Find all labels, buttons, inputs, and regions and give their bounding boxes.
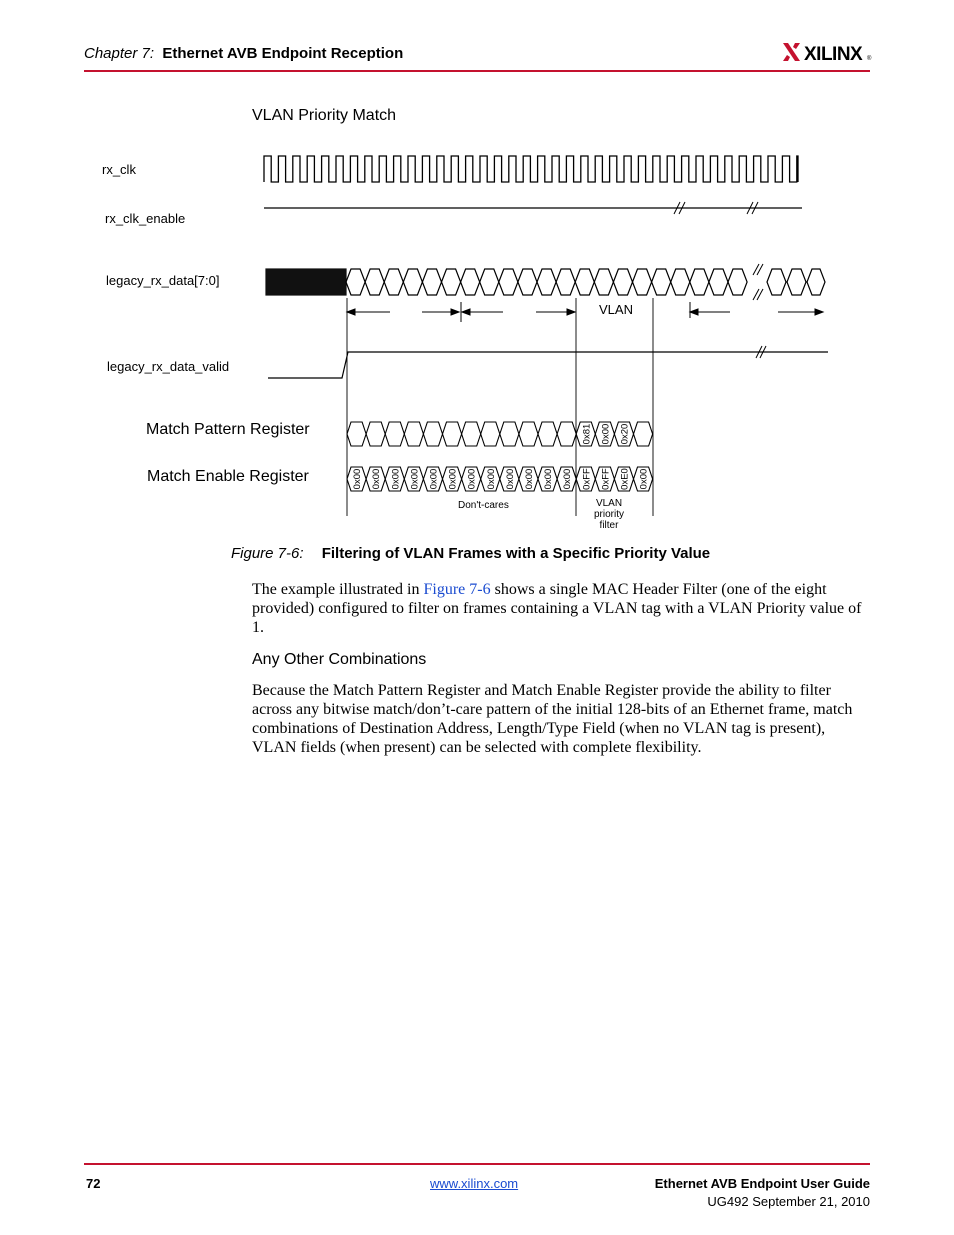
data-cell [422,269,441,295]
legacy-rx-data-waveform [266,264,825,300]
data-cell [728,269,747,295]
break-mark [753,264,763,300]
match-pattern-cell [423,422,442,446]
signal-label-legacy-rx-data: legacy_rx_data[7:0] [106,273,220,288]
chapter-prefix: Chapter 7: [84,45,155,62]
data-cell [461,269,480,295]
data-cell [499,269,518,295]
data-cell [365,269,384,295]
section-body: Because the Match Pattern Register and Match Enable Register provide the ability to filter across any bitwise match/don’t-care pattern of the initial 128-bits of an Ethernet frame, match combinations of Destination Address, Length/Type Field (when no VLAN tag is present), VLAN fields (when present) can be selected with complete flexibility. [252,682,853,756]
data-cell [575,269,594,295]
website-link[interactable]: www.xilinx.com [430,1176,519,1191]
match-pattern-register-label: Match Pattern Register [146,421,310,438]
figure-link[interactable]: Figure 7-6 [423,581,491,598]
match-pattern-cell [347,422,366,446]
match-pattern-value: 0x00 [600,423,612,445]
data-cell [767,269,786,295]
guide-title: Ethernet AVB Endpoint User Guide [654,1176,870,1191]
figure-number: Figure 7-6: [231,545,304,562]
match-pattern-cell [404,422,423,446]
data-cell [787,269,806,295]
field-arrows [347,302,823,322]
section-heading: Any Other Combinations [252,651,427,668]
data-cell [403,269,422,295]
match-enable-value: 0xFF [600,468,612,490]
data-bus-cells [346,269,825,295]
match-enable-value: 0x00 [485,468,497,490]
match-pattern-cell [634,422,653,446]
match-enable-value: 0x00 [371,468,383,490]
paragraph-example: The example illustrated in Figure 7-6 shows a single MAC Header Filter (one of the eight provided) configured to filter on frames containing a VLAN tag with a VLAN Priority value of 1. [252,581,862,636]
svg-text:®: ® [867,56,872,62]
vlan-field-label: VLAN [599,302,633,317]
vlan-priority-filter-label-line3: filter [599,520,619,531]
data-cell [556,269,575,295]
vlan-priority-filter-label-line1: VLAN [595,498,623,509]
timing-diagram [0,0,954,540]
data-cell [633,269,652,295]
match-enable-value: 0xE0 [619,468,631,490]
footer-rule [84,1163,870,1165]
doc-id: UG492 September 21, 2010 [707,1194,870,1209]
match-pattern-cell [538,422,557,446]
signal-label-legacy-rx-data-valid: legacy_rx_data_valid [107,359,230,374]
data-undefined-block [266,269,346,295]
signal-label-rx-clk: rx_clk [102,162,136,177]
signal-label-rx-clk-enable: rx_clk_enable [105,211,186,226]
match-pattern-cell [481,422,500,446]
match-pattern-value: 0x81 [581,423,593,445]
match-pattern-value: 0x20 [619,423,631,445]
match-enable-register-row [347,467,653,491]
match-pattern-cell [462,422,481,446]
match-pattern-cell [385,422,404,446]
data-cell [384,269,403,295]
vlan-priority-filter-label-line2: priority [593,509,625,520]
data-cell [709,269,728,295]
page-number: 72 [86,1176,101,1191]
match-pattern-cell [366,422,385,446]
figure-title: VLAN Priority Match [252,107,397,124]
legacy-rx-data-valid-waveform [268,346,828,378]
match-enable-value: 0x00 [504,468,516,490]
match-pattern-register-row [347,422,653,446]
figure-caption-text: Filtering of VLAN Frames with a Specific Priority Value [321,545,711,562]
match-enable-value: 0x00 [562,468,574,490]
data-cell [480,269,499,295]
match-enable-value: 0x00 [390,468,402,490]
data-cell [537,269,556,295]
match-enable-value: 0x00 [428,468,440,490]
match-pattern-cell [443,422,462,446]
logo-text: XILINX [804,44,863,65]
match-enable-value: 0x00 [447,468,459,490]
rx-clk-waveform [264,156,798,182]
dont-cares-label: Don't-cares [458,500,509,511]
match-enable-value: 0x00 [638,468,650,490]
match-enable-value: 0x00 [409,468,421,490]
match-enable-register-label: Match Enable Register [147,468,309,485]
match-pattern-cell [519,422,538,446]
match-enable-value: 0x00 [543,468,555,490]
match-pattern-cell [557,422,576,446]
data-cell [807,269,825,295]
match-pattern-cell [500,422,519,446]
data-cell [671,269,690,295]
figure-caption [231,545,710,562]
data-cell [613,269,632,295]
match-enable-value: 0x00 [466,468,478,490]
rx-clk-enable-waveform [264,202,802,214]
data-cell [690,269,709,295]
match-enable-value: 0xFF [581,468,593,490]
match-enable-value: 0x00 [352,468,364,490]
chapter-title: Ethernet AVB Endpoint Reception [162,45,404,62]
data-cell [518,269,537,295]
data-cell [346,269,365,295]
data-cell [652,269,671,295]
data-cell [594,269,613,295]
data-cell [442,269,461,295]
match-enable-value: 0x00 [523,468,535,490]
